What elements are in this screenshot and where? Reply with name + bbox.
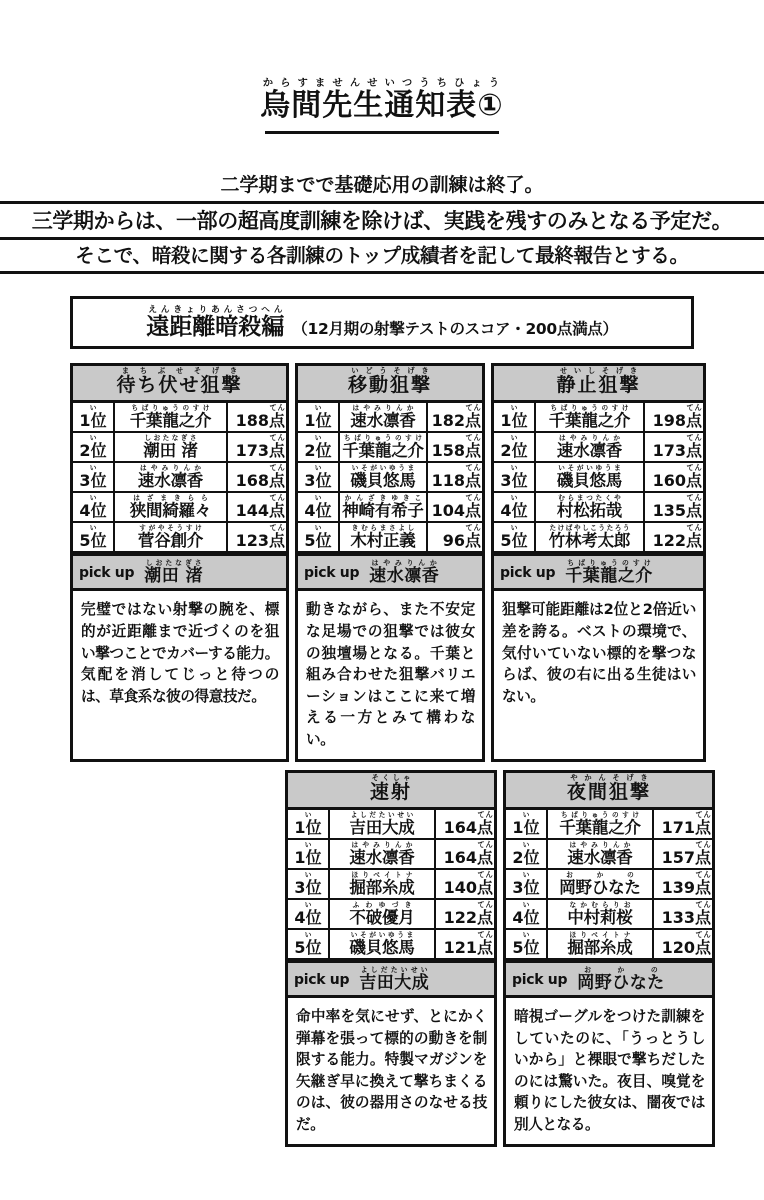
table-row: 2位い 速水凛香はやみりんか 173点てん	[494, 432, 703, 462]
pickup-header-stationary-sniping	[494, 553, 703, 591]
rank-table-rapid-fire	[288, 810, 494, 960]
pickup-name: 岡野ひなたおかの	[577, 966, 665, 993]
table-row: 1位い 吉田大成よしだたいせい 164点てん	[288, 810, 494, 839]
category-card-ambush-sniping	[70, 363, 289, 761]
page-title-block	[0, 0, 764, 134]
intro-line-2: 三学期からは、一部の超高度訓練を除けば、実践を残すのみとなる予定だ。	[0, 201, 764, 240]
table-row: 2位い 潮田 渚しおたなぎさ 173点てん	[73, 432, 286, 462]
category-header-stationary-sniping: 静止狙撃せいしそげき	[494, 366, 703, 403]
section-banner-furigana: えんきょりあんさつへん	[146, 305, 285, 316]
table-row: 5位い 磯貝悠馬いそがいゆうま 121点てん	[288, 929, 494, 959]
table-row: 4位い 不破優月ふわゆづき 122点てん	[288, 899, 494, 929]
table-row: 4位い 神崎有希子かんざきゆきこ 104点てん	[298, 492, 482, 522]
table-row: 5位い 竹林考太郎たけばやしこうたろう 122点てん	[494, 522, 703, 552]
category-card-moving-sniping	[295, 363, 485, 761]
pickup-label: pick up	[512, 971, 568, 988]
intro-line-3: そこで、暗殺に関する各訓練のトップ成績者を記して最終報告とする。	[0, 240, 764, 274]
pickup-label: pick up	[79, 564, 135, 581]
section-banner-title: 遠距離暗殺編えんきょりあんさつへん	[146, 305, 285, 341]
pickup-name: 潮田 渚しおたなぎさ	[144, 559, 204, 587]
category-card-rapid-fire	[285, 770, 497, 1147]
table-row: 1位い 千葉龍之介ちばりゅうのすけ 171点てん	[506, 810, 712, 839]
category-header-night-sniping: 夜間狙撃やかんそげき	[506, 773, 712, 810]
intro-block	[0, 170, 764, 274]
pickup-header-moving-sniping	[298, 553, 482, 591]
table-row: 5位い 菅谷創介すがやそうすけ 123点てん	[73, 522, 286, 552]
pickup-name: 吉田大成よしだたいせい	[359, 966, 430, 993]
pickup-description-rapid-fire: 命中率を気にせず、とにかく弾幕を張って標的の動きを制限する能力。特製マガジンを矢継ぎ早に換えて撃ちまくるのは、彼の器用さのなせる技だ。	[296, 1008, 487, 1133]
category-header-ambush-sniping: 待ち伏せ狙撃まちぶせそげき	[73, 366, 286, 403]
table-row: 1位い 速水凛香はやみりんか 164点てん	[288, 839, 494, 869]
category-header-rapid-fire: 速射そくしゃ	[288, 773, 494, 810]
rank-table-stationary-sniping	[494, 403, 703, 553]
pickup-header-night-sniping	[506, 960, 712, 998]
title-underline	[265, 131, 499, 134]
pickup-label: pick up	[304, 564, 360, 581]
top-category-grid	[70, 363, 702, 761]
table-row: 4位い 狭間綺羅々はざまきらら 144点てん	[73, 492, 286, 522]
table-row: 5位い 木村正義きむらまさよし 96点てん	[298, 522, 482, 552]
table-row: 1位い 速水凛香はやみりんか 182点てん	[298, 403, 482, 432]
table-row: 2位い 千葉龍之介ちばりゅうのすけ 158点てん	[298, 432, 482, 462]
intro-line-1: 二学期までで基礎応用の訓練は終了。	[220, 174, 544, 196]
pickup-description-night-sniping: 暗視ゴーグルをつけた訓練をしていたのに、「うっとうしいから」と裸眼で撃ちだしたのには驚いた。夜目、嗅覚を頼りにした彼女は、闇夜では別人となる。	[514, 1008, 705, 1133]
category-header-moving-sniping: 移動狙撃いどうそげき	[298, 366, 482, 403]
rank-suffix: 位	[90, 410, 107, 430]
category-card-stationary-sniping	[491, 363, 706, 761]
table-row: 3位い 掘部糸成ほりべイトナ 140点てん	[288, 869, 494, 899]
pickup-name: 千葉龍之介ちばりゅうのすけ	[565, 559, 653, 587]
rank-table-night-sniping	[506, 810, 712, 960]
table-row: 5位い 掘部糸成ほりべイトナ 120点てん	[506, 929, 712, 959]
pickup-header-ambush-sniping	[73, 553, 286, 591]
table-row: 1位い 千葉龍之介ちばりゅうのすけ 188点てん	[73, 403, 286, 432]
rank-table-ambush-sniping	[73, 403, 286, 553]
table-row: 4位い 村松拓哉むらまつたくや 135点てん	[494, 492, 703, 522]
pickup-description-ambush-sniping: 完璧ではない射撃の腕を、標的が近距離まで近づくのを狙い撃つことでカバーする能力。気配を消してじっと待つのは、草食系な彼の得意技だ。	[81, 601, 279, 705]
section-banner	[70, 296, 694, 349]
page-title-furigana: からすませんせいつうちひょう	[260, 78, 504, 89]
pickup-label: pick up	[294, 971, 350, 988]
page-title	[260, 78, 503, 121]
table-row: 3位い 磯貝悠馬いそがいゆうま 118点てん	[298, 462, 482, 492]
table-row: 2位い 速水凛香はやみりんか 157点てん	[506, 839, 712, 869]
section-banner-subtitle: （12月期の射撃テストのスコア・200点満点）	[292, 320, 618, 339]
category-card-night-sniping	[503, 770, 715, 1147]
pickup-label: pick up	[500, 564, 556, 581]
table-row: 3位い 速水凛香はやみりんか 168点てん	[73, 462, 286, 492]
bottom-category-grid	[285, 770, 715, 1147]
page-title-text: 烏間先生通知表①からすませんせいつうちひょう	[260, 78, 504, 123]
table-row: 3位い 岡野ひなたおかの 139点てん	[506, 869, 712, 899]
table-row: 3位い 磯貝悠馬いそがいゆうま 160点てん	[494, 462, 703, 492]
table-row: 1位い 千葉龍之介ちばりゅうのすけ 198点てん	[494, 403, 703, 432]
rank-table-moving-sniping	[298, 403, 482, 553]
pickup-header-rapid-fire	[288, 960, 494, 998]
pickup-description-stationary-sniping: 狙撃可能距離は2位と2倍近い差を誇る。ベストの環境で、気付いていない標的を撃つならば、彼の右に出る生徒はいない。	[502, 601, 696, 705]
table-row: 4位い 中村莉桜なかむらりお 133点てん	[506, 899, 712, 929]
pickup-description-moving-sniping: 動きながら、また不安定な足場での狙撃では彼女の独壇場となる。千葉と組み合わせた狙撃バリエーションはここに来て増える一方とみて構わない。	[306, 601, 475, 749]
pickup-name: 速水凛香はやみりんか	[369, 559, 440, 587]
